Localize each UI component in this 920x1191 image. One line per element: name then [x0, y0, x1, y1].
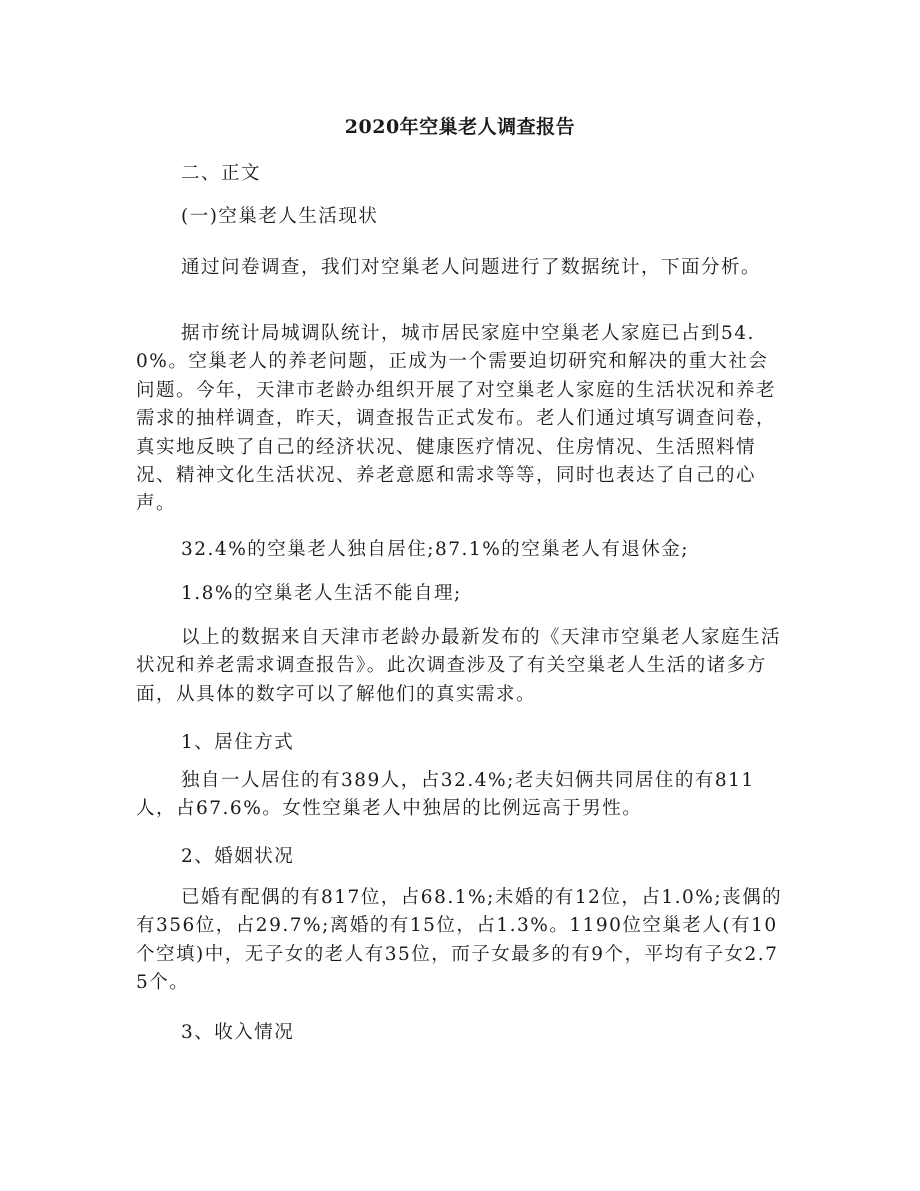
- section-heading-body: 二、正文: [181, 163, 262, 184]
- heading-marital-status: 2、婚姻状况: [181, 846, 295, 867]
- paragraph-marital-status: 已婚有配偶的有817位，占68.1%;未婚的有12位，占1.0%;丧偶的有356位，占29.7%;离婚的有15位，占1.3%。1190位空巢老人(有10个空填)中，无子女的老人有35位，而子女最多的有9个，平均有子女2.75个。: [136, 887, 783, 994]
- paragraph-statistics: 据市统计局城调队统计，城市居民家庭中空巢老人家庭已占到54.0%。空巢老人的养老问题，正成为一个需要迫切研究和解决的重大社会问题。今年，天津市老龄办组织开展了对空巢老人家庭的生活状况和养老需求的抽样调查，昨天，调查报告正式发布。老人们通过填写调查问卷，真实地反映了自己的经济状况、健康医疗情况、住房情况、生活照料情况、精神文化生活状况、养老意愿和需求等等，同时也表达了自己的心声。: [136, 323, 777, 515]
- paragraph-living-arrangement: 独自一人居住的有389人，占32.4%;老夫妇俩共同居住的有811人，占67.6%。女性空巢老人中独居的比例远高于男性。: [136, 770, 755, 820]
- heading-income: 3、收入情况: [181, 1022, 295, 1043]
- heading-living-arrangement: 1、居住方式: [181, 732, 295, 753]
- paragraph-data-source: 以上的数据来自天津市老龄办最新发布的《天津市空巢老人家庭生活状况和养老需求调查报告》。此次调查涉及了有关空巢老人生活的诸多方面，从具体的数字可以了解他们的真实需求。: [136, 627, 782, 705]
- subsection-heading-status: (一)空巢老人生活现状: [181, 206, 379, 227]
- paragraph-stat-self-care: 1.8%的空巢老人生活不能自理;: [181, 583, 462, 604]
- document-title: 2020年空巢老人调查报告: [344, 116, 576, 138]
- paragraph-stat-living-pension: 32.4%的空巢老人独自居住;87.1%的空巢老人有退休金;: [181, 539, 690, 560]
- paragraph-intro: 通过问卷调查，我们对空巢老人问题进行了数据统计，下面分析。: [181, 257, 762, 278]
